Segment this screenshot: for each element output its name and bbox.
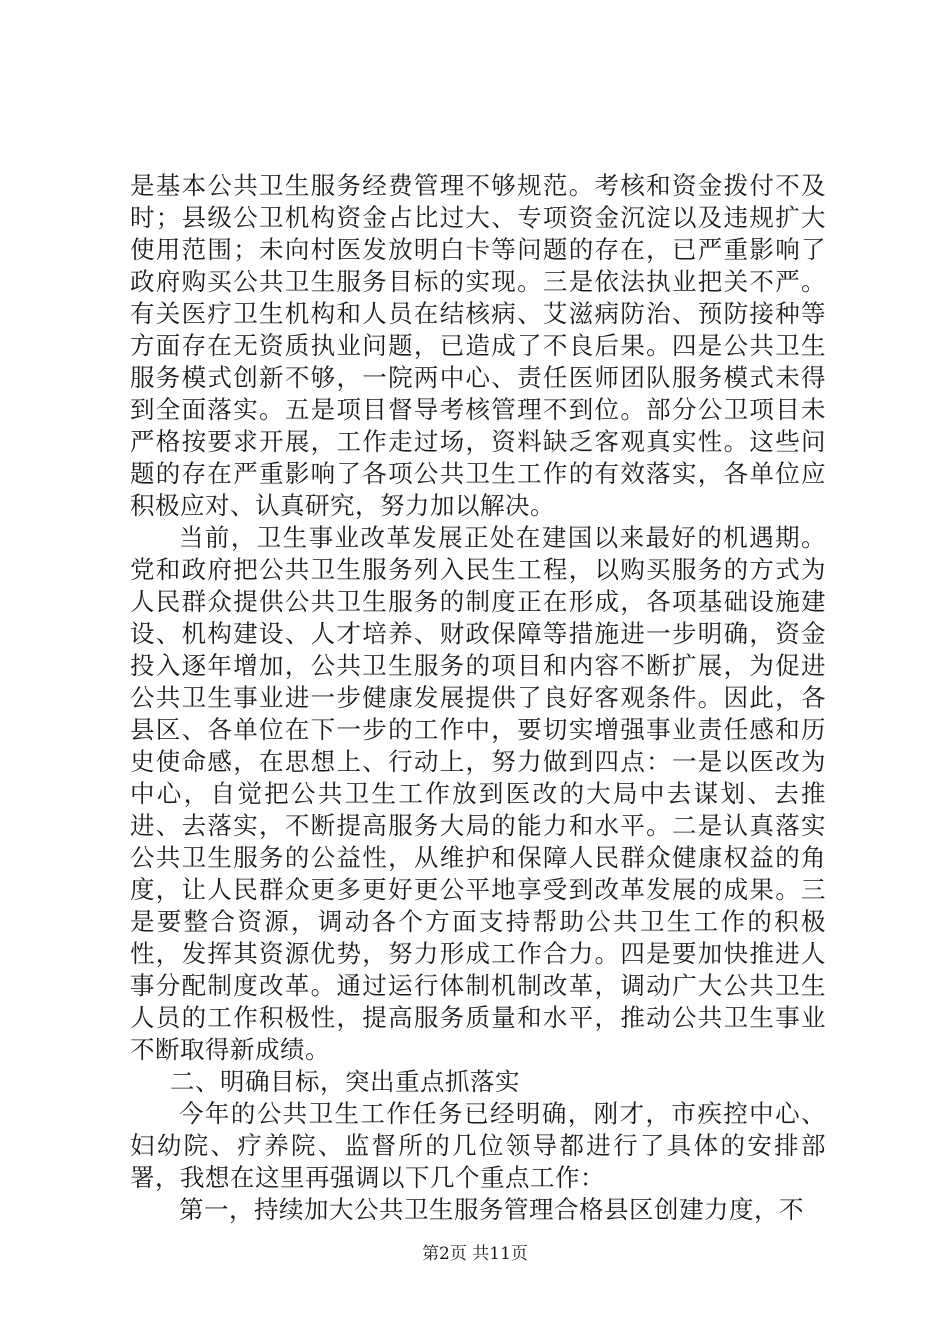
body-paragraph-4: 第一，持续加大公共卫生服务管理合格县区创建力度，不 [179,1195,804,1224]
body-paragraph-2: 当前，卫生事业改革发展正处在建国以来最好的机遇期。党和政府把公共卫生服务列入民生工程，以购买服务的方式为人民群众提供公共卫生服务的制度正在形成，各项基础设施建设、机构建设、人才培养、财政保障等措施进一步明确，资金投入逐年增加，公共卫生服务的项目和内容不断扩展，为促进公共卫生事业进一步健康发展提供了良好客观条件。因此，各县区、各单位在下一步的工作中，要切实增强事业责任感和历史使命感，在思想上、行动上，努力做到四点：一是以医改为中心，自觉把公共卫生工作放到医改的大局中去谋划、去推进、去落实，不断提高服务大局的能力和水平。二是认真落实公共卫生服务的公益性，从维护和保障人民群众健康权益的角度，让人民群众更多更好更公平地享受到改革发展的成果。三是要整合资源，调动各个方面支持帮助公共卫生工作的积极性，发挥其资源优势，努力形成工作合力。四是要加快推进人事分配制度改革。通过运行体制机制改革，调动广大公共卫生人员的工作积极性，提高服务质量和水平，推动公共卫生事业不断取得新成绩。 [130,523,826,1064]
section-heading: 二、明确目标，突出重点抓落实 [170,1067,520,1096]
body-paragraph-1: 是基本公共卫生服务经费管理不够规范。考核和资金拨付不及时；县级公卫机构资金占比过大、专项资金沉淀以及违规扩大使用范围；未向村医发放明白卡等问题的存在，已严重影响了政府购买公共卫生服务目标的实现。三是依法执业把关不严。有关医疗卫生机构和人员在结核病、艾滋病防治、预防接种等方面存在无资质执业问题，已造成了不良后果。四是公共卫生服务模式创新不够，一院两中心、责任医师团队服务模式未得到全面落实。五是项目督导考核管理不到位。部分公卫项目未严格按要求开展，工作走过场，资料缺乏客观真实性。这些问题的存在严重影响了各项公共卫生工作的有效落实，各单位应积极应对、认真研究，努力加以解决。 [130,171,826,520]
document-body [130,170,826,1226]
page-number-footer: 第2页 共11页 [422,1244,528,1264]
body-paragraph-3: 今年的公共卫生工作任务已经明确，刚才，市疾控中心、妇幼院、疗养院、监督所的几位领导都进行了具体的安排部署，我想在这里再强调以下几个重点工作： [130,1099,826,1192]
